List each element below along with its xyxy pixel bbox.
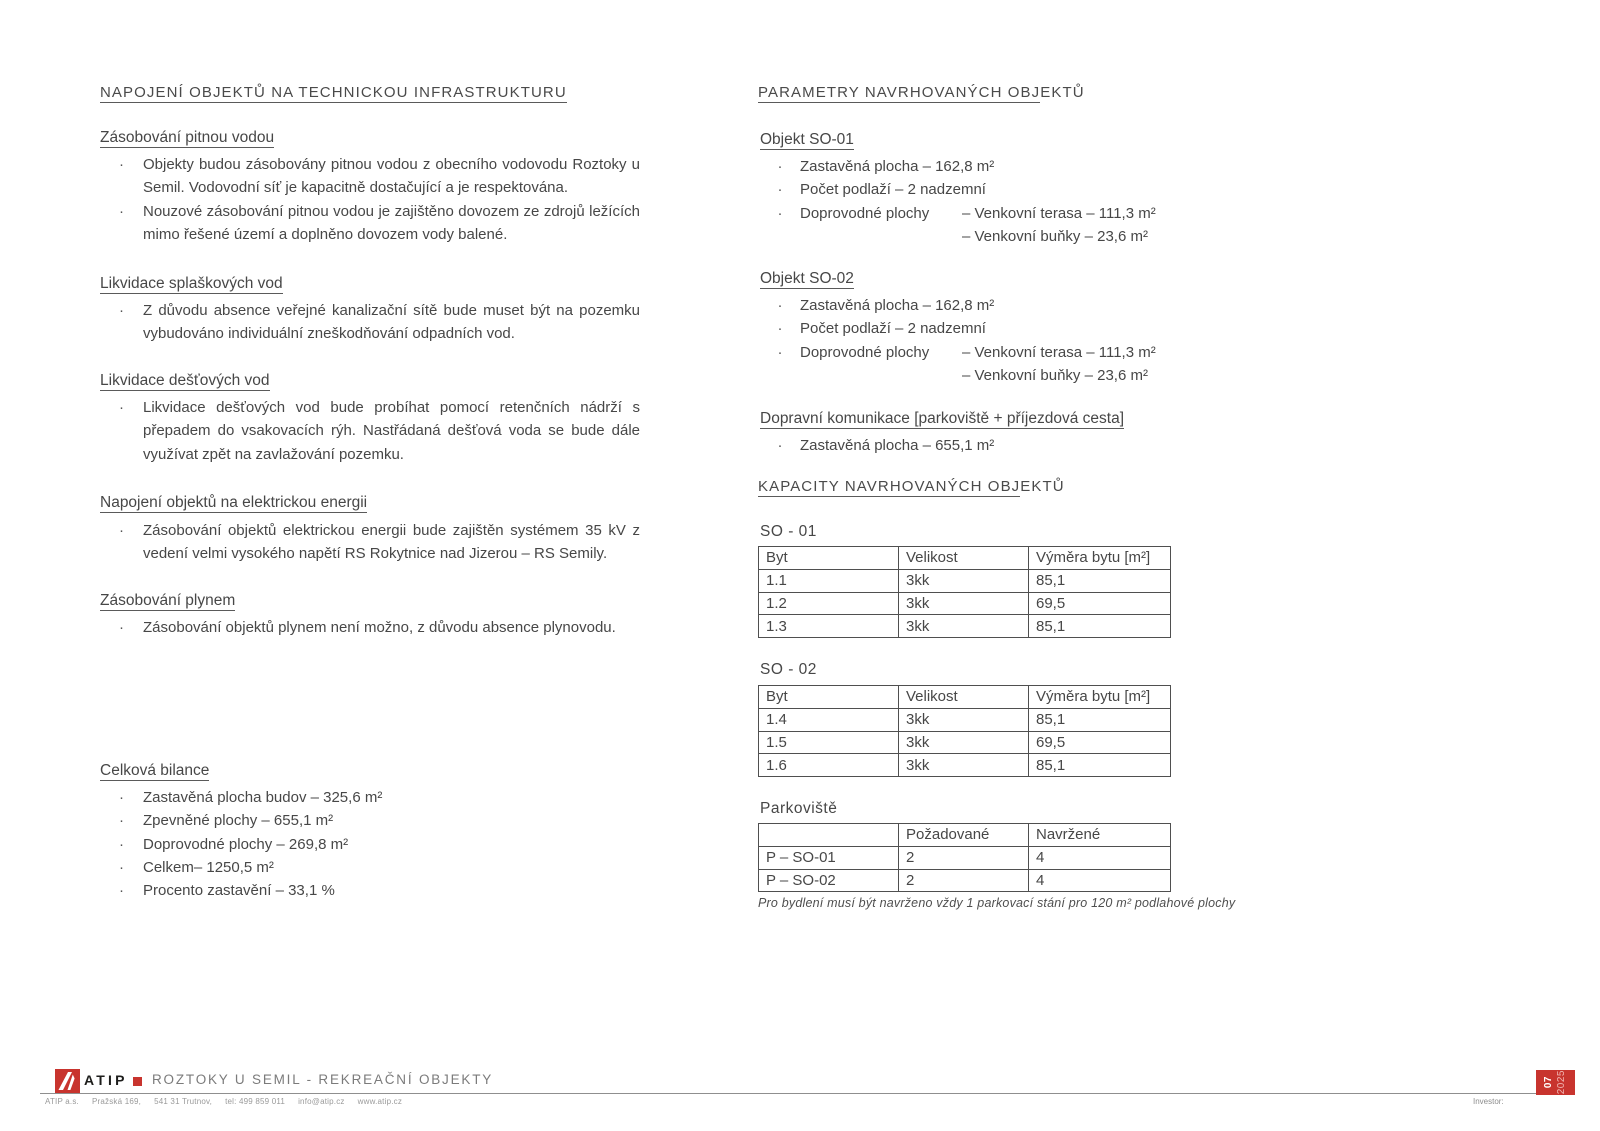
- fineprint-phone: tel: 499 859 011: [225, 1097, 286, 1106]
- list-item-continuation: – Venkovní buňky – 23,6 m²: [962, 366, 1148, 384]
- object-so01-heading: Objekt SO-01: [760, 131, 854, 148]
- list-item: · Zastavěná plocha budov – 325,6 m²: [100, 786, 640, 809]
- list-item: · Procento zastavění – 33,1 %: [100, 879, 640, 902]
- atip-logo-icon: [55, 1069, 80, 1093]
- doprava-body: [760, 434, 1200, 457]
- list-item-continuation: – Venkovní buňky – 23,6 m²: [962, 227, 1148, 245]
- table-cell: P – SO-02: [759, 869, 899, 892]
- date-tab: [1536, 1070, 1575, 1095]
- kapacity-title: KAPACITY NAVRHOVANÝCH OBJEKTŮ: [758, 478, 1065, 495]
- tab-month: 07: [1543, 1076, 1554, 1089]
- list-item: · Zásobování objektů elektrickou energii bude zajištěn systémem 35 kV z vedení velmi vysokého napětí RS Rokytnice nad Jizerou – RS Semily.: [100, 519, 640, 566]
- fineprint-web: www.atip.cz: [357, 1097, 403, 1106]
- table-cell: 1.2: [759, 592, 899, 615]
- bullet-dot: ·: [119, 522, 124, 539]
- section-body-voda: [100, 153, 640, 246]
- table-row: [759, 754, 1171, 777]
- table-row: [759, 615, 1171, 638]
- table-cell: Byt: [759, 547, 899, 570]
- bullet-dot: ·: [777, 181, 783, 199]
- bullet-dot: ·: [119, 789, 124, 806]
- table-cell: 1.5: [759, 731, 899, 754]
- table-cell: Požadované: [899, 824, 1029, 847]
- table-cell: 4: [1029, 846, 1171, 869]
- table-row: [759, 592, 1171, 615]
- bullet-dot: ·: [119, 882, 124, 900]
- list-item: · Z důvodu absence veřejné kanalizační sítě bude muset být na pozemku vybudováno individuální zneškodňování odpadních vod.: [100, 299, 640, 346]
- bullet-dot: ·: [777, 320, 783, 338]
- table-cell: 2: [899, 846, 1029, 869]
- red-square-bullet-icon: [133, 1077, 142, 1086]
- section-body-splaskove: [100, 299, 640, 346]
- table-row: [759, 846, 1171, 869]
- parking-note: Pro bydlení musí být navrženo vždy 1 parkovací stání pro 120 m² podlahové plochy: [758, 896, 1236, 910]
- table-cell: [759, 824, 899, 847]
- table-cell: 69,5: [1029, 731, 1171, 754]
- table-cell: 3kk: [899, 592, 1029, 615]
- footer-fineprint: [45, 1097, 402, 1106]
- bullet-dot: ·: [777, 437, 783, 454]
- fineprint-city: 541 31 Trutnov,: [154, 1097, 213, 1106]
- table-cell: 3kk: [899, 708, 1029, 731]
- section-heading-destove: Likvidace dešťových vod: [100, 372, 270, 389]
- section-heading-bilance: Celková bilance: [100, 762, 210, 779]
- section-body-bilance: [100, 786, 640, 902]
- table-cell: 3kk: [899, 731, 1029, 754]
- table-header-row: [759, 686, 1171, 709]
- table-cell: Výměra bytu [m²]: [1029, 686, 1171, 709]
- table-header-row: [759, 547, 1171, 570]
- bullet-dot: ·: [777, 297, 783, 314]
- left-main-title: NAPOJENÍ OBJEKTŮ NA TECHNICKOU INFRASTRUKTURU: [100, 84, 567, 101]
- section-body-elektro: [100, 519, 640, 566]
- bullet-dot: ·: [119, 399, 124, 416]
- table-cell: Velikost: [899, 547, 1029, 570]
- list-item: · Doprovodné plochy – Venkovní terasa – 111,3 m²: [760, 202, 1200, 225]
- table-cell: 85,1: [1029, 615, 1171, 638]
- list-item: · Zastavěná plocha – 162,8 m²: [760, 155, 1200, 178]
- table-so02: [758, 685, 1171, 777]
- table-cell: 85,1: [1029, 754, 1171, 777]
- fineprint-company: ATIP a.s.: [45, 1097, 79, 1106]
- list-item: · Počet podlaží – 2 nadzemní: [760, 317, 1200, 340]
- tab-year: 2025: [1556, 1070, 1567, 1095]
- section-heading-splaskove: Likvidace splaškových vod: [100, 275, 283, 292]
- parking-table: [758, 823, 1171, 892]
- doprava-heading: Dopravní komunikace [parkoviště + příjezdová cesta]: [760, 410, 1125, 427]
- project-title: ROZTOKY U SEMIL - REKREAČNÍ OBJEKTY: [152, 1072, 494, 1087]
- investor-label: Investor:: [1473, 1097, 1504, 1106]
- bullet-dot: ·: [119, 812, 124, 830]
- table-cell: 1.3: [759, 615, 899, 638]
- table-so01-label: SO - 01: [760, 523, 817, 540]
- table-cell: 69,5: [1029, 592, 1171, 615]
- table-cell: 4: [1029, 869, 1171, 892]
- table-cell: 2: [899, 869, 1029, 892]
- bullet-dot: ·: [119, 302, 124, 319]
- section-heading-voda: Zásobování pitnou vodou: [100, 129, 275, 146]
- table-cell: 85,1: [1029, 569, 1171, 592]
- brand-name: ATIP: [84, 1072, 128, 1088]
- table-row: [759, 731, 1171, 754]
- table-cell: 1.1: [759, 569, 899, 592]
- bullet-dot: ·: [119, 835, 124, 853]
- table-cell: 85,1: [1029, 708, 1171, 731]
- list-item: · Zastavěná plocha – 162,8 m²: [760, 294, 1200, 317]
- object-so02-heading: Objekt SO-02: [760, 270, 854, 287]
- list-item: · Likvidace dešťových vod bude probíhat pomocí retenčních nádrží s přepadem do vsakovacích rýh. Nastřádaná dešťová voda se bude dále využívat zpět na zavlažování pozemku.: [100, 396, 640, 466]
- parking-label: Parkoviště: [760, 800, 838, 817]
- object-so01-body: [760, 155, 1200, 248]
- bullet-dot: ·: [777, 343, 783, 361]
- bullet-dot: ·: [777, 204, 783, 222]
- list-item: · Zastavěná plocha – 655,1 m²: [760, 434, 1200, 457]
- table-row: [759, 869, 1171, 892]
- list-item: · Zásobování objektů plynem není možno, z důvodu absence plynovodu.: [100, 616, 640, 639]
- list-item: · Doprovodné plochy – 269,8 m²: [100, 833, 640, 856]
- table-cell: 3kk: [899, 615, 1029, 638]
- section-body-plyn: [100, 616, 640, 639]
- list-item: · Doprovodné plochy – Venkovní terasa – 111,3 m²: [760, 341, 1200, 364]
- table-so01: [758, 546, 1171, 638]
- table-row: [759, 708, 1171, 731]
- table-cell: 3kk: [899, 569, 1029, 592]
- table-cell: Velikost: [899, 686, 1029, 709]
- list-item: · Nouzové zásobování pitnou vodou je zajištěno dovozem ze zdrojů ležících mimo řešené území a doplněno dovozem vody balené.: [100, 200, 640, 247]
- table-cell: Výměra bytu [m²]: [1029, 547, 1171, 570]
- table-cell: 1.4: [759, 708, 899, 731]
- list-item: · Počet podlaží – 2 nadzemní: [760, 178, 1200, 201]
- table-header-row: [759, 824, 1171, 847]
- section-heading-plyn: Zásobování plynem: [100, 592, 236, 609]
- object-so02-body: [760, 294, 1200, 387]
- footer-divider: [40, 1093, 1536, 1094]
- list-item: · Zpevněné plochy – 655,1 m²: [100, 809, 640, 832]
- bullet-dot: ·: [777, 158, 783, 175]
- bullet-dot: ·: [119, 858, 124, 876]
- table-cell: 3kk: [899, 754, 1029, 777]
- bullet-dot: ·: [119, 619, 124, 636]
- right-main-title: PARAMETRY NAVRHOVANÝCH OBJEKTŮ: [758, 84, 1085, 101]
- list-item: · Objekty budou zásobovány pitnou vodou z obecního vodovodu Roztoky u Semil. Vodovodní síť je kapacitně dostačující a je respektována.: [100, 153, 640, 200]
- table-cell: 1.6: [759, 754, 899, 777]
- table-cell: Navržené: [1029, 824, 1171, 847]
- section-heading-elektro: Napojení objektů na elektrickou energii: [100, 494, 368, 511]
- list-item: · Celkem– 1250,5 m²: [100, 856, 640, 879]
- table-so02-label: SO - 02: [760, 661, 817, 678]
- bullet-dot: ·: [119, 202, 124, 220]
- table-cell: Byt: [759, 686, 899, 709]
- bullet-dot: ·: [119, 156, 124, 173]
- table-cell: P – SO-01: [759, 846, 899, 869]
- fineprint-street: Pražská 169,: [91, 1097, 142, 1106]
- table-row: [759, 569, 1171, 592]
- section-body-destove: [100, 396, 640, 466]
- fineprint-email: info@atip.cz: [298, 1097, 345, 1106]
